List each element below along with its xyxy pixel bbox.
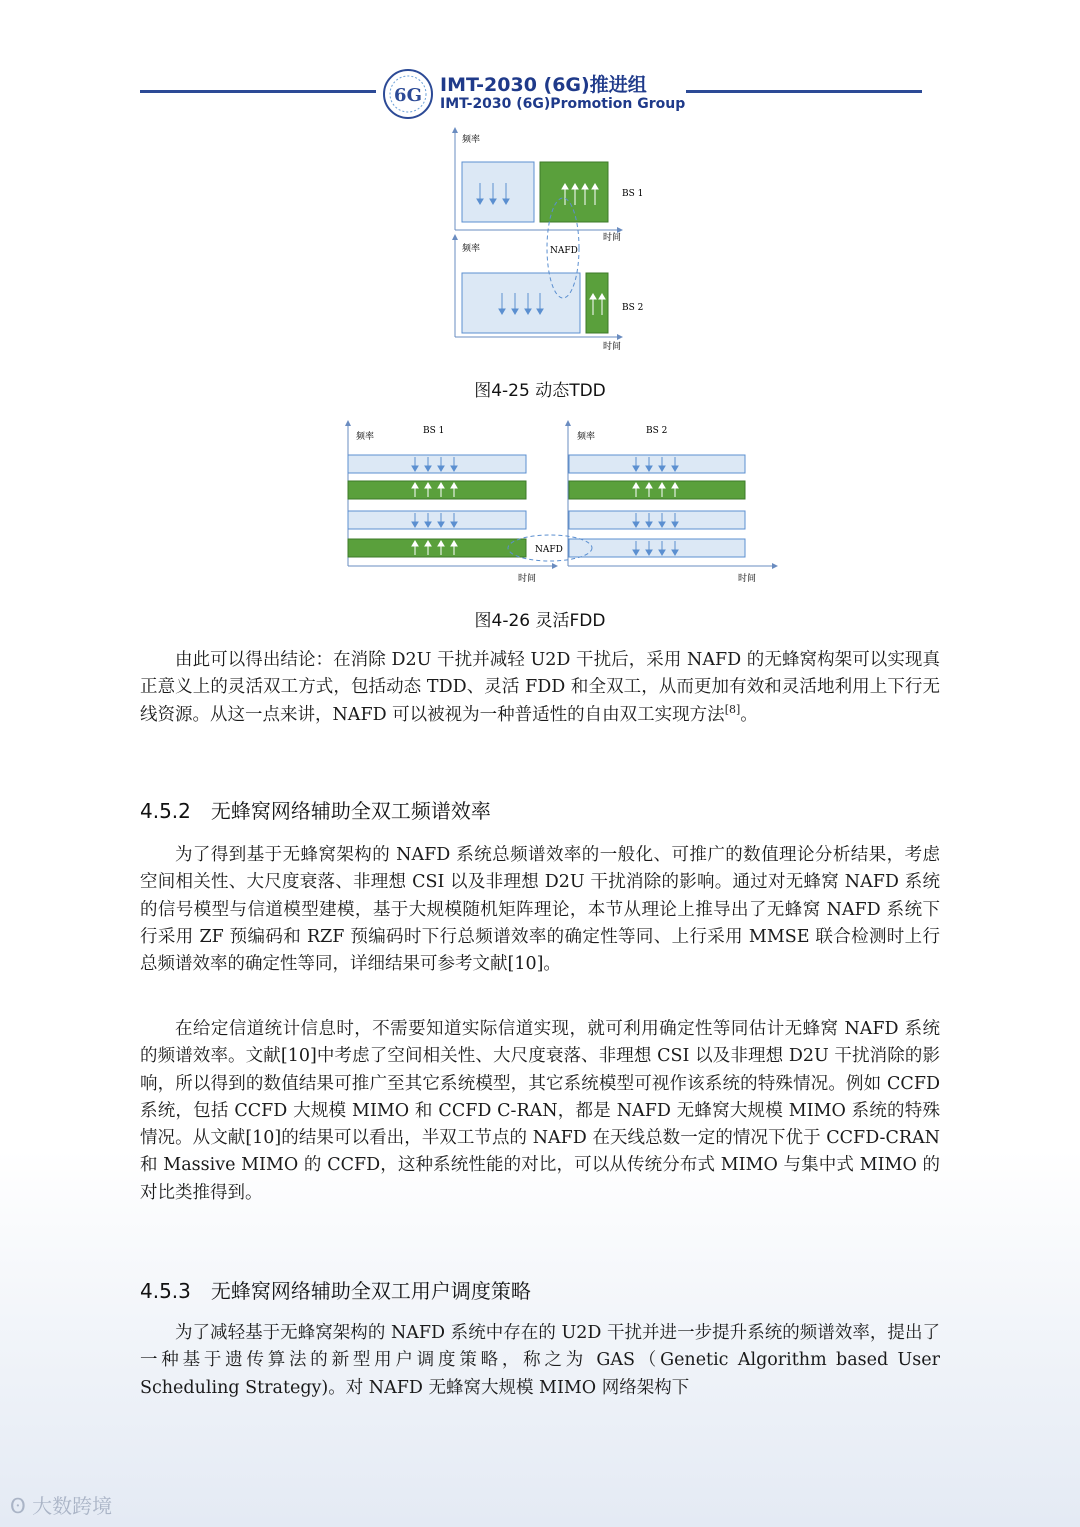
fdd-bs2-ul-band-1 (569, 481, 745, 499)
fdd-bs2-dl-band-2 (569, 511, 745, 529)
section-heading-4-5-2 (140, 795, 491, 824)
paragraph-conclusion-end: 。 (740, 704, 758, 725)
paragraph-user-scheduling: 为了减轻基于无蜂窝架构的 NAFD 系统中存在的 U2D 干扰并进一步提升系统的频谱效率，提出了一种基于遗传算法的新型用户调度策略，称之为 GAS（Genetic Algorithm based User Scheduling Strategy)。对 NAFD 无蜂窝大规模 MIMO 网络架构下 (140, 1323, 940, 1398)
tdd-bs2-downlink-block (462, 273, 580, 333)
logo-text: 6G (394, 85, 422, 106)
fdd-bs2-dl-band-3 (569, 539, 745, 557)
fdd-time-label-1: 时间 (518, 574, 537, 584)
brand-subtitle: IMT-2030 (6G)Promotion Group (440, 96, 686, 112)
paragraph-conclusion (140, 647, 940, 729)
fdd-bs2-title: BS 2 (646, 426, 668, 436)
paragraph-conclusion-text: 由此可以得出结论：在消除 D2U 干扰并减轻 U2D 干扰后，采用 NAFD 的无蜂窝构架可以实现真正意义上的灵活双工方式，包括动态 TDD、灵活 FDD 和全双工，从而更加有效和灵活地利用上下行无线资源。从这一点来讲，NAFD 可以被视为一种普适性的自由双工实现方法 (140, 650, 940, 725)
fdd-bs2-dl-band-1 (569, 455, 745, 473)
fdd-freq-label-1: 频率 (356, 432, 375, 442)
watermark-icon: ʘ (10, 1494, 33, 1518)
fdd-bs1-dl-band-1 (348, 455, 526, 473)
section-number: 4.5.2 (140, 799, 191, 823)
tdd-bs1-label: BS 1 (622, 189, 644, 199)
tdd-freq-label-1: 频率 (462, 135, 481, 145)
fdd-bs1-title: BS 1 (423, 426, 445, 436)
tdd-time-label-1: 时间 (603, 233, 622, 243)
paragraph-spectral-efficiency-1: 为了得到基于无蜂窝架构的 NAFD 系统总频谱效率的一般化、可推广的数值理论分析结果，考虑空间相关性、大尺度衰落、非理想 CSI 以及非理想 D2U 干扰消除的影响。通过对无蜂窝 NAFD 系统的信号模型与信道模型建模，基于大规模随机矩阵理论，本节从理论上推导出了无蜂窝 NAFD 系统下行采用 ZF 预编码和 RZF 预编码时下行总频谱效率的确定性等同、上行采用 MMSE 联合检测时上行总频谱效率的确定性等同，详细结果可参考文献[10]。 (140, 845, 940, 975)
fdd-time-label-2: 时间 (738, 574, 757, 584)
figure-dynamic-tdd (440, 125, 644, 360)
section-heading-4-5-3 (140, 1275, 531, 1304)
tdd-bs2-uplink-block (586, 273, 608, 333)
brand-title: IMT-2030 (6G)推进组 (440, 74, 647, 96)
fdd-bs1-dl-band-2 (348, 511, 526, 529)
watermark (10, 1490, 112, 1519)
tdd-bs2-label: BS 2 (622, 303, 644, 313)
figure-flexible-fdd (340, 418, 780, 590)
paragraph-spectral-efficiency-2: 在给定信道统计信息时，不需要知道实际信道实现，就可利用确定性等同估计无蜂窝 NAFD 系统的频谱效率。文献[10]中考虑了空间相关性、大尺度衰落、非理想 CSI 以及非理想 D2U 干扰消除的影响，所以得到的数值结果可推广至其它系统模型，其它系统模型可视作该系统的特殊情况。例如 CCFD 系统，包括 CCFD 大规模 MIMO 和 CCFD C-RAN，都是 NAFD 无蜂窝大规模 MIMO 系统的特殊情况。从文献[10]的结果可以看出，半双工节点的 NAFD 在天线总数一定的情况下优于 CCFD-CRAN 和 Massive MIMO 的 CCFD，这种系统性能的对比，可以从传统分布式 MIMO 与集中式 MIMO 的对比类推得到。 (140, 1019, 940, 1203)
citation-ref: [8] (724, 702, 741, 716)
tdd-nafd-label: NAFD (550, 246, 578, 256)
watermark-text: 大数跨境 (32, 1494, 113, 1518)
section-title: 无蜂窝网络辅助全双工用户调度策略 (210, 1279, 531, 1303)
tdd-time-label-2: 时间 (603, 342, 622, 352)
tdd-bs1-downlink-block (462, 162, 534, 222)
figure-4-25-caption: 图4-25 动态TDD (474, 381, 606, 401)
fdd-bs1-ul-band-1 (348, 481, 526, 499)
section-title: 无蜂窝网络辅助全双工频谱效率 (210, 799, 491, 823)
fdd-freq-label-2: 频率 (577, 432, 596, 442)
fdd-bs1-ul-band-2 (348, 539, 526, 557)
fdd-nafd-label: NAFD (535, 545, 563, 555)
tdd-freq-label-2: 频率 (462, 244, 481, 254)
imt2030-logo-icon (382, 68, 434, 120)
figure-4-26-caption: 图4-26 灵活FDD (474, 611, 606, 631)
section-number: 4.5.3 (140, 1279, 191, 1303)
header-rule-left (140, 90, 376, 93)
header-rule-right (686, 90, 922, 93)
